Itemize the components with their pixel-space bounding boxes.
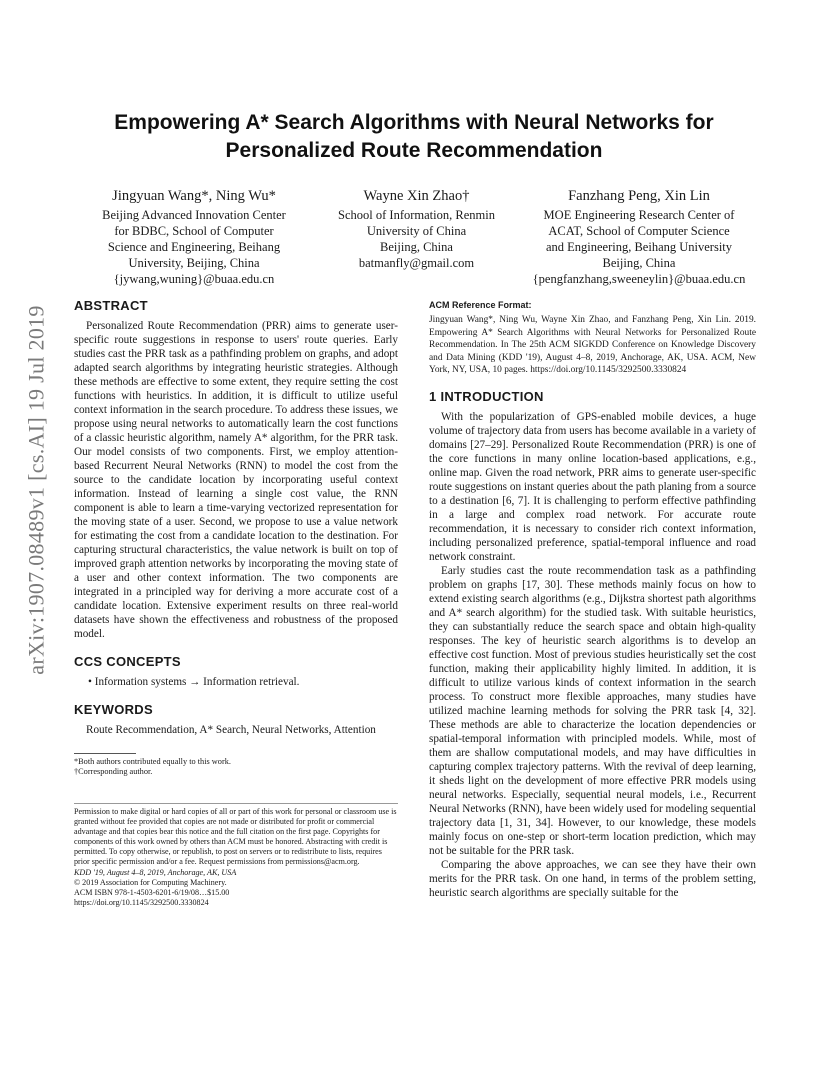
affiliation-line: University, Beijing, China [128,256,260,270]
author-name: Fanzhang Peng, Xin Lin [568,188,710,204]
title-line-2: Personalized Route Recommendation [225,139,603,162]
arxiv-stamp: arXiv:1907.08489v1 [cs.AI] 19 Jul 2019 [24,305,50,675]
author-email: {jywang,wuning}@buaa.edu.cn [113,272,275,286]
intro-paragraph: With the popularization of GPS-enabled mobile devices, a huge volume of trajectory data from users has become available in a variety of domains [27–29]. Personalized Route Recommendation (PRR) is one of the core functions in many online location-based applications, e.g., online map. Given the road network, PRR aims to generate user-specific route suggestions on instant queries about the path planing from a source to a destination [6, 7]. It is challenging to perform effective pathfinding in a large and complex road network. For accurate route recommendation, it is necessary to consider rich context information, including personalized preference, spatial-temporal influence and road network constraint. [429,410,756,563]
affiliation-line: Beijing Advanced Innovation Center [102,208,286,222]
acm-reference-heading: ACM Reference Format: [429,300,532,310]
ccs-item: • Information systems → Information retrieval. [88,676,300,688]
affiliation-line: Science and Engineering, Beihang [107,240,281,254]
isbn-line: ACM ISBN 978-1-4503-6201-6/19/08…$15.00 [74,887,230,897]
abstract-heading: ABSTRACT [74,298,148,313]
conference-line: KDD '19, August 4–8, 2019, Anchorage, AK, USA [74,867,237,877]
affiliation-line: for BDBC, School of Computer [114,224,274,238]
author-group-1 [74,186,314,287]
author-group-2 [314,186,519,287]
title-line-1: Empowering A* Search Algorithms with Neural Networks for [114,111,714,134]
ccs-heading: CCS CONCEPTS [74,654,181,669]
paper-title [74,109,754,165]
author-name: Wayne Xin Zhao† [363,188,470,204]
author-block [74,186,759,287]
author-group-3 [519,186,759,287]
footnote-equal-contribution: *Both authors contributed equally to this work. [74,757,231,766]
copyright-line: © 2019 Association for Computing Machinery. [74,877,227,887]
affiliation-line: University of China [366,224,467,238]
keywords-heading: KEYWORDS [74,702,153,717]
permission-block [74,803,398,908]
acm-reference-text: Jingyuan Wang*, Ning Wu, Wayne Xin Zhao, and Fanzhang Peng, Xin Lin. 2019. Empowering A* Search Algorithms with Neural Networks for Personalized Route Recommendation. In The 25th ACM SIGKDD Conference on Knowledge Discovery and Data Mining (KDD '19), August 4–8, 2019, Anchorage, AK, USA. ACM, New York, NY, USA, 10 pages. https://doi.org/10.1145/3292500.3330824 [429,315,756,376]
left-column [74,298,398,908]
intro-paragraph: Early studies cast the route recommendation task as a pathfinding problem on graphs [17, 30]. These methods mainly focus on how to extend existing search algorithms (e.g., Dijkstra shortest path algorithms and A* search algorithm) for the studied task. With suitable heuristics, they can substantially reduce the search space and obtain high-quality responses. The key of heuristic search algorithms is to develop an effective cost function. Most of previous studies heuristically set the cost function, making their applicability highly limited. In addition, it is difficult to utilize various kinds of context information in the search process. To construct more flexible approaches, many studies have utilized machine learning methods for solving the PRR task [4, 32]. These methods are able to characterize the location dependencies or spatial-temporal information with principled models. While, most of them are shallow computational models, and may have difficulties in capturing complex trajectory patterns. With the revival of deep learning, it sheds light on the development of more effective PRR models using neural networks. Especially, sequential neural models, i.e., Recurrent Neural Networks (RNN), have been widely used for modeling sequential trajectory data [1, 31, 34]. However, to our knowledge, these models mainly focus on one-step or short-term location prediction, which may not be suitable for the PRR task. [429,564,756,857]
footnote-corresponding: †Corresponding author. [74,767,153,776]
footnote-rule [74,753,136,754]
introduction-body [429,410,756,900]
affiliation-line: School of Information, Renmin [338,208,495,222]
keywords-text: Route Recommendation, A* Search, Neural Networks, Attention [86,724,376,736]
author-name: Jingyuan Wang*, Ning Wu* [112,188,276,204]
permission-text: Permission to make digital or hard copies of all or part of this work for personal or classroom use is granted without fee provided that copies are not made or distributed for profit or commercial advantage and that copies bear this notice and the full citation on the first page. Copyrights for components of this work owned by others than ACM must be honored. Abstracting with credit is permitted. To copy otherwise, or republish, to post on servers or to redistribute to lists, requires prior specific permission and/or a fee. Request permissions from permissions@acm.org. [74,807,397,867]
doi-line: https://doi.org/10.1145/3292500.3330824 [74,897,209,907]
introduction-heading: 1 INTRODUCTION [429,388,544,404]
author-email: {pengfanzhang,sweeneylin}@buaa.edu.cn [532,272,746,286]
affiliation-line: ACAT, School of Computer Science [548,224,730,238]
affiliation-line: MOE Engineering Research Center of [543,208,735,222]
abstract-text: Personalized Route Recommendation (PRR) aims to generate user-specific route suggestions in response to users' route queries. Early studies cast the PRR task as a pathfinding problem on graphs, and adopt adapted search algorithms by integrating heuristic strategies. Although these methods are effective to some extent, they require setting the cost functions with heuristics. In addition, it is difficult to utilize useful context information in the search procedure. To address these issues, we propose using neural networks to automatically learn the cost functions of a classic heuristic algorithm, namely A* algorithm, for the PRR task. Our model consists of two components. First, we employ attention-based Recurrent Neural Networks (RNN) to model the cost from the source to the candidate location by incorporating useful context information. Instead of learning a single cost value, the RNN component is able to learn a time-varying vectorized representation for the moving state of a user. Second, we propose to use a value network for estimating the cost from a candidate location to the destination. For capturing structural characteristics, the value network is built on top of improved graph attention networks by incorporating the moving state of a user and other context information. The two components are integrated in a principled way for deriving a more accurate cost of a candidate location. Extensive experiment results on three real-world datasets have shown the effectiveness and robustness of the proposed model. [74,320,398,640]
affiliation-line: and Engineering, Beihang University [545,240,733,254]
affiliation-line: Beijing, China [380,240,453,254]
affiliation-line: Beijing, China [602,256,676,270]
intro-paragraph: Comparing the above approaches, we can see they have their own merits for the PRR task. On one hand, in terms of the problem setting, heuristic search algorithms are specially suitable for the [429,858,756,899]
right-column [429,298,756,900]
footnotes [74,753,398,777]
author-email: batmanfly@gmail.com [358,256,475,270]
